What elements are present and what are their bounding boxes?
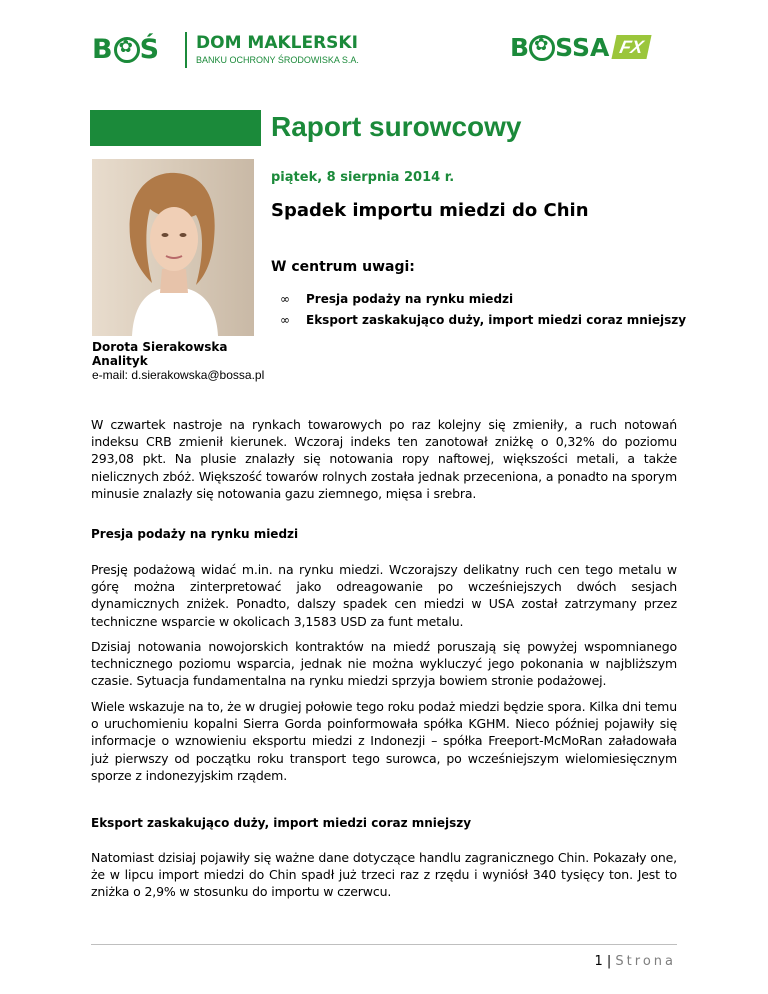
bos-logo-letter-s: Ś — [139, 34, 161, 65]
focus-item-label: Presja podaży na rynku miedzi — [306, 292, 514, 306]
section1-paragraph: Dzisiaj notowania nowojorskich kontraktów na miedź poruszają się powyżej wspomnianego technicznego poziomu wsparcia, jednak nie można wykluczyć jego pokonania w najbliższym czasie. Sytuacja fundamentalna na rynku miedzi sprzyja bowiem stronie podażowej. — [91, 639, 677, 689]
title-accent-bar — [90, 110, 261, 146]
focus-list — [280, 289, 686, 331]
bos-logo-letter-b: B — [92, 34, 114, 65]
dom-maklerski-title: DOM MAKLERSKI — [196, 33, 358, 53]
leaf-icon — [114, 37, 140, 63]
section1-paragraph: Presję podażową widać m.in. na rynku miedzi. Wczorajszy delikatny ruch cen tego metalu w górę można zinterpretować jako odreagowanie po wcześniejszych dwóch sesjach dynamicznych zniżek. Ponadto, dalszy spadek cen miedzi w USA został zatrzymany przez techniczne wsparcie w okolicach 3,1583 USD za funt metalu. — [91, 562, 677, 629]
section2-paragraph: Natomiast dzisiaj pojawiły się ważne dane dotyczące handlu zagranicznego Chin. Pokazały one, że w lipcu import miedzi do Chin spadł już trzeci raz z rzędu i wyniósł 340 tysięcy ton. Jest to zniżka o 2,9% w stosunku do importu w czerwcu. — [91, 850, 677, 900]
report-date: piątek, 8 sierpnia 2014 r. — [271, 170, 455, 185]
focus-item-label: Eksport zaskakująco duży, import miedzi coraz mniejszy — [306, 313, 687, 327]
page-footer — [594, 954, 676, 969]
bossa-fx-logo — [510, 30, 685, 66]
dom-maklerski-subtitle: BANKU OCHRONY ŚRODOWISKA S.A. — [196, 55, 359, 65]
section-heading: Presja podaży na rynku miedzi — [91, 527, 299, 541]
report-title: Raport surowcowy — [271, 111, 522, 142]
focus-item — [280, 310, 686, 331]
bossa-letters: SSA — [555, 33, 610, 62]
infinity-bullet-icon: ∞ — [280, 313, 290, 327]
fx-badge: FX — [611, 35, 651, 59]
author-email: e-mail: d.sierakowska@bossa.pl — [92, 368, 265, 382]
author-role: Analityk — [92, 354, 148, 368]
author-photo — [92, 159, 254, 336]
leaf-icon — [529, 35, 555, 61]
focus-item — [280, 289, 686, 310]
author-name: Dorota Sierakowska — [92, 340, 228, 354]
intro-paragraph: W czwartek nastroje na rynkach towarowych po raz kolejny się zmieniły, a ruch notowań indeksu CRB zmienił kierunek. Wczoraj indeks ten zanotował zniżkę o 0,32% do poziomu 293,08 pkt. Na plusie znalazły się notowania ropy naftowej, większości metali, a także nielicznych zbóż. Większość towarów rolnych została jednak przeceniona, a ponadto na sporym minusie znalazły się notowania gazu ziemnego, mięsa i srebra. — [91, 417, 677, 501]
footer-separator: | — [606, 954, 612, 969]
logo-divider — [185, 32, 187, 68]
page-label: Strona — [615, 954, 676, 969]
footer-divider — [91, 944, 677, 945]
focus-title: W centrum uwagi: — [271, 259, 415, 275]
report-headline: Spadek importu miedzi do Chin — [271, 200, 589, 221]
infinity-bullet-icon: ∞ — [280, 292, 290, 306]
section1-paragraph: Wiele wskazuje na to, że w drugiej połowie tego roku podaż miedzi będzie spora. Kilka dni temu o uruchomieniu kopalni Sierra Gorda poinformowała spółka KGHM. Nieco później pojawiły się informacje o wznowieniu eksportu miedzi z Indonezji – spółka Freeport-McMoRan załadowała już pierwszy od początku roku transport tego surowca, po wcześniejszym wielomiesięcznym sporze z indonezyjskim rządem. — [91, 699, 677, 783]
page-number: 1 — [594, 954, 603, 969]
bossa-letter-b: B — [510, 33, 530, 62]
section-heading: Eksport zaskakująco duży, import miedzi coraz mniejszy — [91, 816, 472, 830]
